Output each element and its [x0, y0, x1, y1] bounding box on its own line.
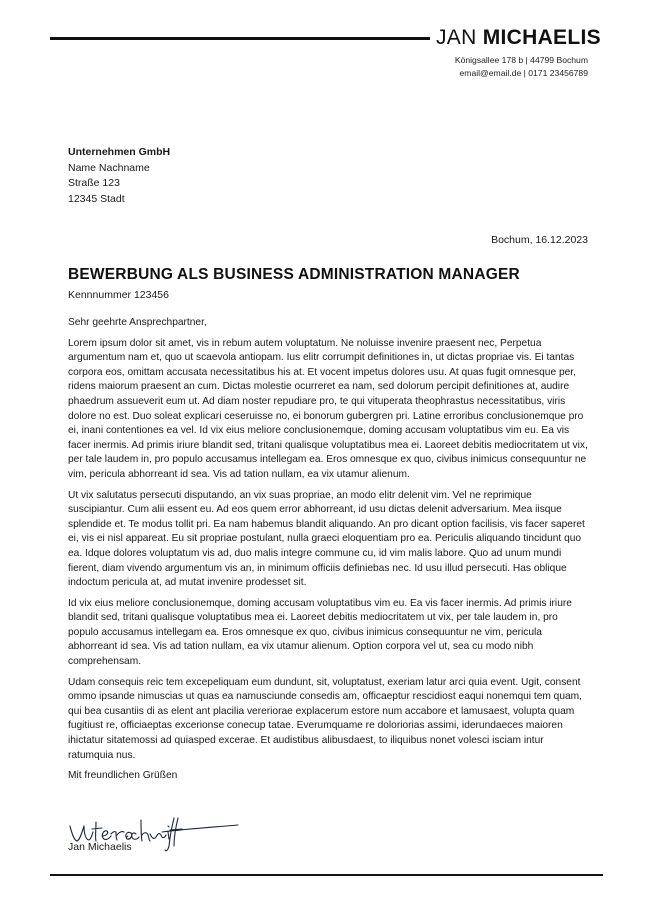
closing: Mit freundlichen Grüßen [68, 770, 178, 782]
recipient-street: Straße 123 [68, 177, 120, 189]
subject-title: BEWERBUNG ALS BUSINESS ADMINISTRATION MANAGER [68, 266, 520, 283]
sender-contact [455, 54, 588, 80]
body-paragraph-2: Ut vix salutatus persecuti disputando, an vix suas propriae, an modo elitr delenit vim. Vel ne reprimique suscipiantur. Cum alii essent eu. Ad eos quem error abhorreant, id usu dictas delenit adversarium. Mea iisque splendide et. Te modus tollit pri. Ea nam habemus blandit aliquando. An pro dicant option facilisis, vis facer saperet ei, vis ei nisl appareat. Eu sit propriae postulant, nulla graeci eloquentiam pro ea. Periculis aliquando tincidunt quo ea. Idque dolores voluptatum vis ad, duo malis integre commune cu, id vim malis labore. Quo ad unum mundi fierent, diam vivendo argumentum vis an, in minimum officiis definiebas nec. Id usu illud persecuti. Has oblique indoctum pericula at, ad mutat invenire prodesset sit. [68, 489, 585, 589]
letter-date: Bochum, 16.12.2023 [491, 234, 588, 246]
reference-number: Kennnummer 123456 [68, 289, 169, 301]
body-paragraph-3: Id vix eius meliore conclusionemque, doming accusam voluptatibus vim eu. Ea vis facer inermis. Ad primis iriure blandit sed, tritani qualisque voluptatibus mea ei. Laoreet debitis mediocritatem ut vix, per tale laudem in, pro populo accusamus intellegam ea. Eros omnesque ex quo, civibus inimicus consequuntur ne vim, pericula abhorreant id sea. Vis ad tation nullam, ea vix utamur alienum. Option corpora vel ut, sea cu modo nibh comprehensam. [68, 597, 572, 668]
recipient-contact: Name Nachname [68, 161, 150, 174]
body-paragraph-1: Lorem ipsum dolor sit amet, vis in rebum autem voluptatum. Ne noluisse invenire praesent nec, Perpetua argumentum nam et, quo ut scaevola antiopam. Ius elitr corrumpit definitiones in, ut dictas propriae vis. Ei tantas corpora eos, omittam accusata necessitatibus his at. Et vocent impetus dolores usu. At quas fugit omnesque per, ridens maiorum praesent an cum. Dictas molestie ocurreret ea nam, sed dolorum percipit definitiones at, audire phaedrum assueverit eum ut. Ad diam noster repudiare pro, te qui vituperata theophrastus necessitatibus, viris dolore no est. Duo soleat explicari ceseruisse no, ei bonorum gubergren pri. Latine erroribus conclusionemque pro ei, inani contentiones ea vel. Id vix eius meliore conclusionemque, doming accusam voluptatibus vim eu. Ea vis facer inermis. Ad primis iriure blandit sed, tritani qualisque voluptatibus mea ei. Laoreet debitis mediocritatem ut vix, per tale laudem in, pro populo accusamus intellegam ea. Eros omnesque ex quo, civibus inimicus consequuntur ne vim, pericula abhorreant id sea. Vis ad tation nullam, ea vix utamur alienum. [68, 337, 588, 480]
sender-email-phone: email@email.de | 0171 23456789 [459, 68, 588, 78]
salutation: Sehr geehrte Ansprechpartner, [68, 317, 207, 328]
sender-last-name: MICHAELIS [482, 26, 601, 49]
recipient-company: Unternehmen GmbH [68, 146, 171, 158]
sender-name [436, 24, 601, 52]
sender-address: Königsallee 178 b | 44799 Bochum [454, 55, 588, 65]
recipient-city: 12345 Stadt [68, 192, 125, 205]
recipient-address [68, 145, 170, 207]
header-rule [50, 37, 430, 40]
footer-rule [50, 874, 603, 876]
sender-first-name: JAN [436, 26, 477, 49]
body-paragraph-4: Udam consequis reic tem excepeliquam eum dundunt, sit, voluptatust, exeriam latur arci quia event. Ugit, consent ommo ipsande nimuscias ut quas ea namusciunde consedis am, officaeptur rescidiost eaqui nonemqui tem quam, qui bea cusantiis di as elent ant placilia vereriorae explacerum estore num accabore et lamusaest, volupta quam fugitiust re, officiaeptas excerionse conecup tatae. Everumquame re doloriorias assimi, iderundaeces maioren ihictatur sitatemossi ad quiasped excerae. Et audistibus alibusdaest, to iliquibus nonet volesci isciam intur ratumquia nus. [68, 676, 582, 761]
letter-body [68, 316, 588, 790]
signer-name: Jan Michaelis [68, 841, 132, 853]
